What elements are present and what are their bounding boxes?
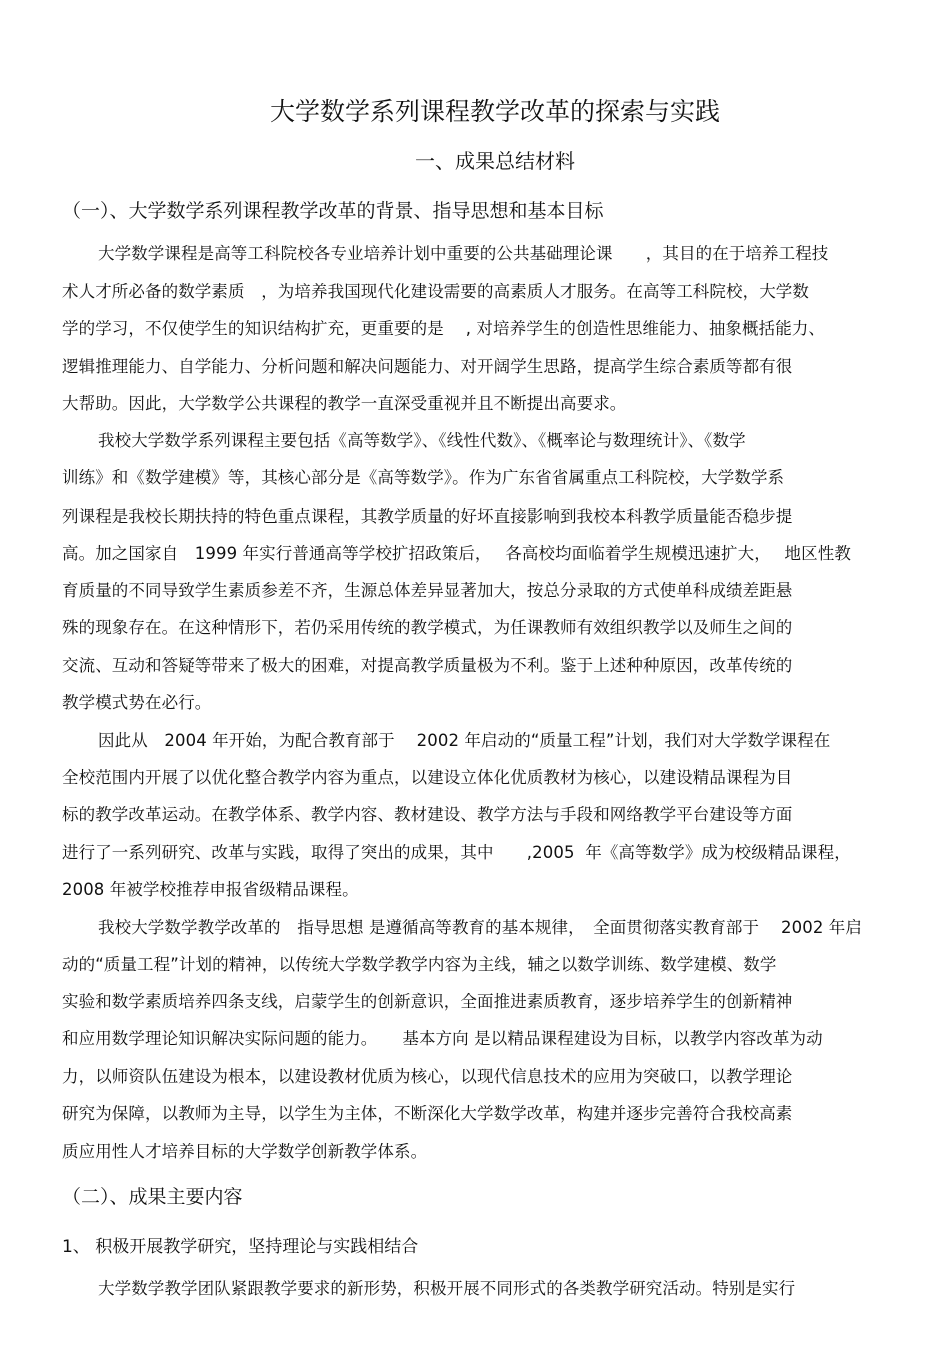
paragraph-line: 和应用数学理论知识解决实际问题的能力。 基本方向 是以精品课程建设为目标，以教学内容改革为动 (62, 1029, 823, 1048)
paragraph-line: 实验和数学素质培养四条支线，启蒙学生的创新意识，全面推进素质教育，逐步培养学生的创新精神 (62, 992, 793, 1011)
paragraph-line: 逻辑推理能力、自学能力、分析问题和解决问题能力、对开阔学生思路，提高学生综合素质等都有很 (62, 357, 793, 376)
paragraph-line: 交流、互动和答疑等带来了极大的困难，对提高教学质量极为不利。鉴于上述种种原因，改革传统的 (62, 656, 793, 675)
paragraph-line: 我校大学数学系列课程主要包括《高等数学》、《线性代数》、《概率论与数理统计》、《数学 (98, 431, 746, 450)
paragraph-line: 术人才所必备的数学素质 ，为培养我国现代化建设需要的高素质人才服务。在高等工科院校，大学数 (62, 282, 809, 301)
paragraph-line: 大帮助。因此，大学数学公共课程的教学一直深受重视并且不断提出高要求。 (62, 394, 627, 413)
paragraph-line: 因此从 2004 年开始，为配合教育部于 2002 年启动的“质量工程”计划，我们对大学数学课程在 (98, 731, 831, 750)
paragraph-line: 2008 年被学校推荐申报省级精品课程。 (62, 880, 359, 899)
section-heading-1: （一）、大学数学系列课程教学改革的背景、指导思想和基本目标 (62, 200, 604, 222)
paragraph-line: 列课程是我校长期扶持的特色重点课程，其教学质量的好坏直接影响到我校本科教学质量能否稳步提 (62, 507, 793, 526)
doc-subtitle: 一、成果总结材料 (415, 149, 575, 173)
paragraph-line: 训练》和《数学建模》等，其核心部分是《高等数学》。作为广东省省属重点工科院校，大学数学系 (62, 468, 785, 487)
paragraph-line: 标的教学改革运动。在教学体系、教学内容、教材建设、教学方法与手段和网络教学平台建设等方面 (62, 805, 793, 824)
paragraph-line: 学的学习，不仅使学生的知识结构扩充，更重要的是 , 对培养学生的创造性思维能力、抽象概括能力、 (62, 319, 826, 338)
paragraph-line: 殊的现象存在。在这种情形下，若仍采用传统的教学模式，为任课教师有效组织教学以及师生之间的 (62, 618, 793, 637)
paragraph-line: 高。加之国家自 1999 年实行普通高等学校扩招政策后， 各高校均面临着学生规模迅速扩大， 地区性教 (62, 544, 851, 563)
paragraph-line: 大学数学教学团队紧跟教学要求的新形势，积极开展不同形式的各类教学研究活动。特别是实行 (98, 1279, 796, 1298)
section-heading-2: （二）、成果主要内容 (62, 1186, 243, 1208)
paragraph-line: 教学模式势在必行。 (62, 693, 212, 712)
paragraph-line: 研究为保障，以教师为主导，以学生为主体，不断深化大学数学改革，构建并逐步完善符合我校高素 (62, 1104, 793, 1123)
paragraph-line: 全校范围内开展了以优化整合教学内容为重点，以建设立体化优质教材为核心，以建设精品课程为目 (62, 768, 793, 787)
paragraph-line: 大学数学课程是高等工科院校各专业培养计划中重要的公共基础理论课 ，其目的在于培养工程技 (98, 244, 829, 263)
paragraph-line: 力，以师资队伍建设为根本，以建设教材优质为核心，以现代信息技术的应用为突破口，以教学理论 (62, 1067, 793, 1086)
paragraph-line: 动的“质量工程”计划的精神，以传统大学数学教学内容为主线，辅之以数学训练、数学建模、数学 (62, 955, 777, 974)
paragraph-line: 进行了一系列研究、改革与实践，取得了突出的成果，其中 ,2005 年《高等数学》成为校级精品课程， (62, 843, 851, 862)
paragraph-line: 育质量的不同导致学生素质参差不齐，生源总体差异显著加大，按总分录取的方式使单科成绩差距悬 (62, 581, 793, 600)
paragraph-line: 我校大学数学教学改革的 指导思想 是遵循高等教育的基本规律， 全面贯彻落实教育部于 2002 年启 (98, 918, 862, 937)
subsection-heading: 1、 积极开展教学研究，坚持理论与实践相结合 (62, 1237, 419, 1257)
doc-title: 大学数学系列课程教学改革的探索与实践 (269, 97, 720, 126)
paragraph-line: 质应用性人才培养目标的大学数学创新教学体系。 (62, 1142, 428, 1161)
